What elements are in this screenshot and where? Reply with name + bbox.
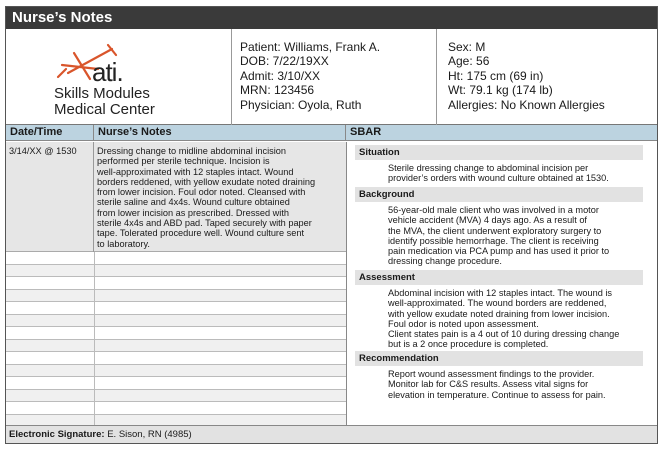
patient-mrn: MRN: 123456: [240, 83, 315, 98]
electronic-signature: [6, 425, 657, 443]
note-line: sterile 4x4s and ABD pad. Taped securely with paper: [97, 218, 312, 229]
table-row: [6, 327, 346, 340]
patient-height: Ht: 175 cm (69 in): [448, 68, 544, 83]
table-row: [6, 365, 346, 378]
table-row: [6, 252, 346, 265]
patient-admit: Admit: 3/10/XX: [240, 68, 321, 83]
patient-sex: Sex: M: [448, 40, 486, 54]
sbar-assessment-text: [355, 285, 643, 350]
center-name-line2: Medical Center: [54, 101, 155, 118]
patient-weight: Wt: 79.1 kg (174 lb): [448, 83, 553, 98]
sbar-line: identify possible hemorrhage. The client is receiving: [388, 235, 599, 246]
table-row: [6, 377, 346, 390]
sbar-background-text: [355, 202, 643, 267]
nurses-notes-form: [5, 6, 658, 444]
note-entry-row: [6, 142, 346, 252]
blank-note-rows: [6, 252, 346, 427]
sbar-line: Abdominal incision with 12 staples intact. The wound is: [388, 288, 613, 298]
sbar-line: dressing change procedure.: [388, 256, 502, 267]
signature-value: E. Sison, RN (4985): [104, 429, 192, 440]
patient-age: Age: 56: [448, 54, 490, 69]
sbar-line: Client states pain is a 4 out of 10 during dressing change: [388, 329, 620, 340]
table-row: [6, 352, 346, 365]
patient-physician: Physician: Oyola, Ruth: [240, 97, 362, 112]
sbar-background-label: Background: [355, 187, 643, 202]
patient-name: Patient: Williams, Frank A.: [240, 40, 381, 54]
sbar-situation-text: [355, 160, 643, 184]
patient-dob: DOB: 7/22/19XX: [240, 54, 329, 69]
sbar-line: elevation in temperature. Continue to assess for pain.: [388, 389, 606, 400]
sbar-background: [355, 187, 643, 267]
sbar-recommendation-text: [355, 366, 643, 400]
entry-datetime: 3/14/XX @ 1530: [6, 142, 94, 252]
sbar-panel: [346, 142, 657, 427]
sbar-line: provider’s orders with wound culture obtained at 1530.: [388, 173, 609, 184]
table-row: [6, 402, 346, 415]
column-header-sbar: SBAR: [350, 126, 382, 138]
logo-brand: ati.: [92, 57, 123, 87]
sbar-recommendation: [355, 351, 643, 400]
note-line: tape. Tolerated procedure well. Wound culture sent: [97, 228, 305, 239]
sbar-line: with yellow exudate noted draining from lower incision.: [388, 308, 610, 319]
sbar-line: Foul odor is noted upon assessment.: [388, 318, 539, 329]
form-title: Nurse’s Notes: [6, 7, 657, 29]
signature-label: Electronic Signature:: [9, 429, 105, 440]
logo-area: [6, 29, 232, 125]
note-line: Dressing change to midline abdominal incision: [97, 146, 286, 156]
table-row: [6, 302, 346, 315]
table-row: [6, 315, 346, 328]
column-header-date: Date/Time: [6, 125, 94, 141]
sbar-recommendation-label: Recommendation: [355, 351, 643, 366]
sbar-situation-label: Situation: [355, 145, 643, 160]
note-line: from lower incision as prescribed. Dressed with: [97, 207, 289, 218]
patient-allergies: Allergies: No Known Allergies: [448, 97, 605, 112]
table-row: [6, 290, 346, 303]
table-row: [6, 265, 346, 278]
sbar-line: Report wound assessment findings to the provider.: [388, 369, 595, 379]
patient-stats: [437, 29, 657, 125]
sbar-line: well-approximated. The wound borders are reddened,: [388, 298, 607, 309]
column-header-notes: Nurse’s Notes: [94, 125, 346, 141]
note-line: from lower incision. Foul odor noted. Cleansed with: [97, 187, 306, 198]
center-name-line1: Skills Modules: [54, 85, 150, 102]
sbar-assessment-label: Assessment: [355, 270, 643, 285]
table-row: [6, 390, 346, 403]
column-headers: [6, 125, 657, 141]
sbar-situation: [355, 145, 643, 184]
table-row: [6, 277, 346, 290]
sbar-line: Monitor lab for C&S results. Assess vital signs for: [388, 379, 589, 390]
sbar-line: but is a 2 once procedure is completed.: [388, 339, 549, 350]
note-line: to laboratory.: [97, 238, 150, 249]
sbar-line: 56-year-old male client who was involved in a motor: [388, 205, 599, 215]
note-line: well-approximated with 12 staples intact. Wound: [97, 166, 294, 177]
sbar-line: vehicle accident (MVA) 4 days ago. As a result of: [388, 215, 587, 226]
sbar-line: the MVA, the client underwent exploratory surgery to: [388, 225, 602, 236]
table-row: [6, 340, 346, 353]
note-line: borders reddened, with yellow exudate noted draining: [97, 176, 316, 187]
sbar-line: Sterile dressing change to abdominal incision per: [388, 163, 589, 173]
entry-note-text: [94, 142, 346, 252]
note-line: sterile saline and 4x4s. Wound culture obtained: [97, 197, 290, 208]
form-header: [6, 29, 657, 125]
sbar-assessment: [355, 270, 643, 350]
patient-info: [232, 29, 437, 125]
note-line: performed per sterile technique. Incision is: [97, 156, 270, 167]
sbar-line: pain medication via PCA pump and has used it prior to: [388, 246, 610, 257]
